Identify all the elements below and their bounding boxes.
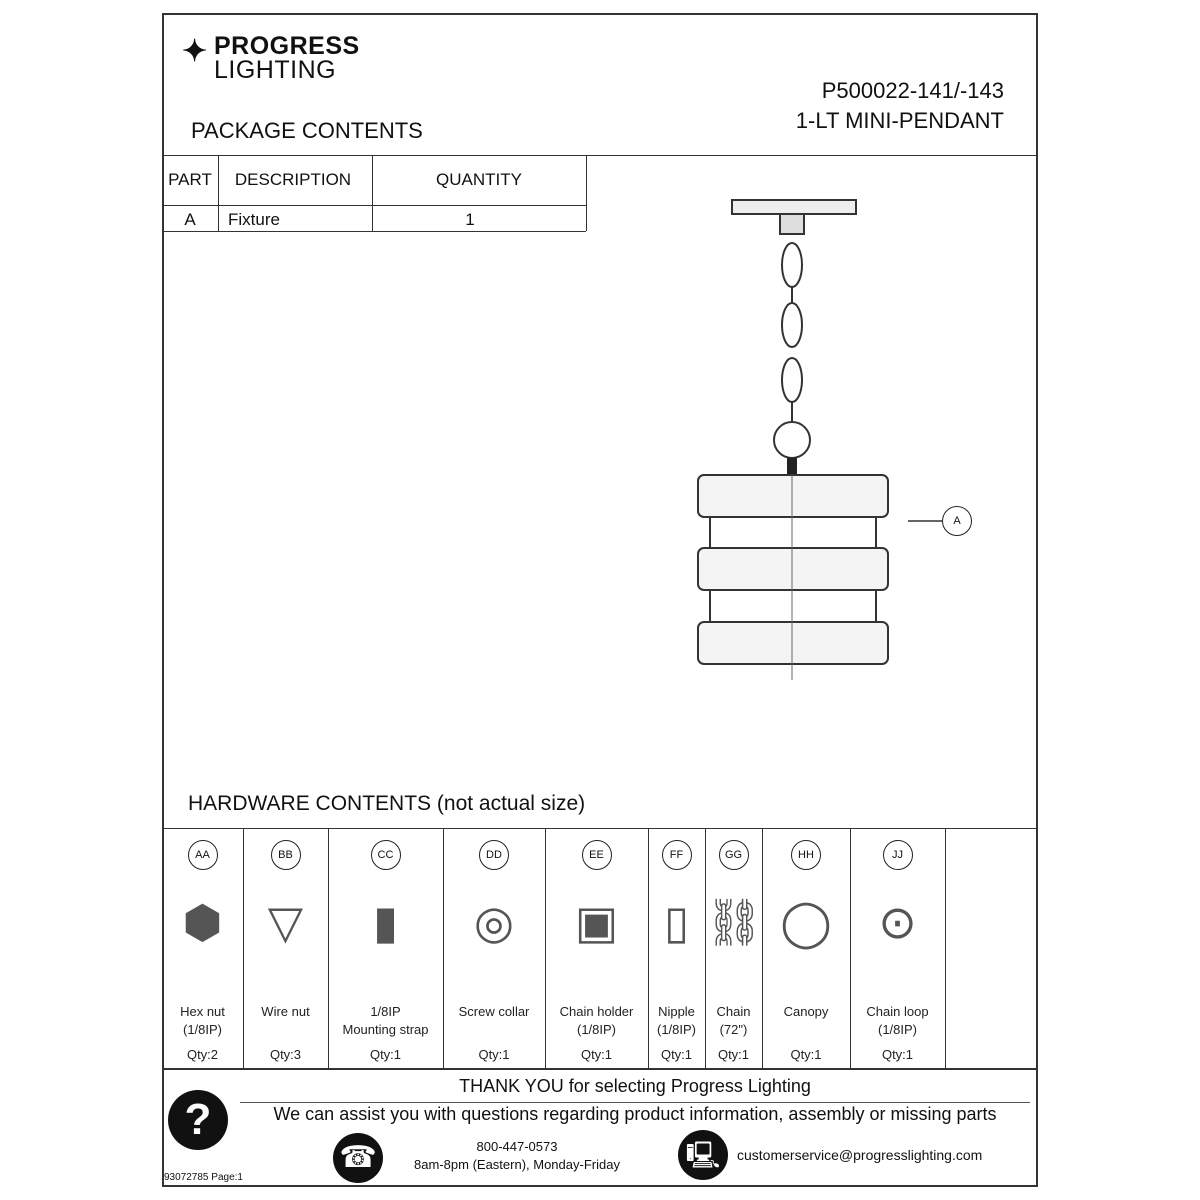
item-spec: (1/8IP) bbox=[182, 1022, 222, 1037]
assist-text: We can assist you with questions regarding product information, assembly or missing parts bbox=[273, 1104, 997, 1124]
divider bbox=[945, 828, 946, 1068]
thanks-text: THANK YOU for selecting Progress Lighting bbox=[459, 1076, 811, 1096]
shade bbox=[698, 475, 888, 680]
hardware-item-icon: ◯ bbox=[780, 896, 832, 948]
item-spec: Mounting strap bbox=[342, 1022, 429, 1037]
divider bbox=[240, 1102, 1030, 1103]
divider bbox=[162, 205, 586, 206]
item-qty: Qty:1 bbox=[369, 1047, 402, 1062]
hardware-item-icon: ⊙ bbox=[878, 896, 917, 948]
item-name: Chain holder bbox=[559, 1004, 634, 1019]
brand-logo bbox=[182, 32, 360, 84]
item-spec: (1/8IP) bbox=[656, 1022, 696, 1037]
part-number: P500022-141/-143 bbox=[821, 78, 1004, 103]
item-name: Wire nut bbox=[261, 1004, 310, 1019]
item-qty: Qty:1 bbox=[717, 1047, 750, 1062]
hardware-item-icon: ⛓ bbox=[705, 896, 764, 948]
item-code: GG bbox=[719, 840, 749, 870]
hardware-item-icon: ⬢ bbox=[182, 896, 223, 948]
item-name: Hex nut bbox=[180, 1004, 225, 1019]
document-id: 93072785 Page:1 bbox=[164, 1172, 243, 1183]
phone-number[interactable]: 800-447-0573 bbox=[476, 1139, 558, 1154]
item-name: Canopy bbox=[783, 1004, 829, 1019]
hardware-item-icon: ▣ bbox=[574, 896, 619, 948]
col-description: DESCRIPTION bbox=[234, 170, 352, 189]
hardware-title: HARDWARE CONTENTS (not actual size) bbox=[188, 792, 586, 815]
divider bbox=[162, 155, 1038, 156]
divider bbox=[162, 828, 1038, 829]
divider bbox=[586, 155, 587, 231]
star-icon: ✦ bbox=[182, 35, 208, 68]
email-link[interactable]: customerservice@progresslighting.com bbox=[737, 1147, 983, 1163]
chain-holder bbox=[780, 214, 804, 234]
item-code: JJ bbox=[883, 840, 913, 870]
logo-line2: LIGHTING bbox=[214, 56, 337, 84]
divider bbox=[162, 231, 586, 232]
phone-info bbox=[392, 1138, 642, 1174]
col-quantity: QUANTITY bbox=[436, 170, 522, 189]
hardware-item-icon: ◎ bbox=[473, 896, 515, 948]
item-spec: (72") bbox=[719, 1022, 748, 1037]
chain bbox=[774, 243, 810, 458]
chain-loop bbox=[774, 422, 810, 458]
fixture-diagram bbox=[680, 190, 1000, 690]
section-title: PACKAGE CONTENTS bbox=[191, 118, 423, 143]
item-qty: Qty:1 bbox=[660, 1047, 693, 1062]
canopy bbox=[732, 200, 856, 214]
item-spec: (1/8IP) bbox=[576, 1022, 616, 1037]
item-code: HH bbox=[791, 840, 821, 870]
hardware-item-icon: ▽ bbox=[267, 896, 304, 948]
product-id bbox=[796, 76, 1004, 136]
item-name: Chain loop bbox=[866, 1004, 929, 1019]
item-qty: Qty:1 bbox=[790, 1047, 822, 1062]
help-icon: ? bbox=[168, 1090, 228, 1150]
item-name: 1/8IP bbox=[370, 1004, 401, 1019]
item-qty: Qty:2 bbox=[186, 1047, 219, 1062]
item-qty: Qty:1 bbox=[881, 1047, 914, 1062]
row-part: A bbox=[184, 210, 196, 229]
logo-line1: PROGRESS bbox=[214, 32, 360, 60]
item-code: AA bbox=[188, 840, 218, 870]
hours: 8am-8pm (Eastern), Monday-Friday bbox=[414, 1157, 620, 1172]
item-qty: Qty:1 bbox=[580, 1047, 613, 1062]
item-name: Chain bbox=[716, 1004, 751, 1019]
computer-icon: 🖳 bbox=[678, 1130, 728, 1180]
nipple bbox=[787, 458, 797, 474]
product-name: 1-LT MINI-PENDANT bbox=[795, 108, 1004, 133]
item-name: Screw collar bbox=[458, 1004, 530, 1019]
phone-icon: ☎ bbox=[333, 1133, 383, 1183]
item-spec: (1/8IP) bbox=[877, 1022, 917, 1037]
callout-a: A bbox=[942, 506, 972, 536]
row-description: Fixture bbox=[228, 210, 280, 229]
divider bbox=[162, 1068, 1038, 1070]
item-code: BB bbox=[271, 840, 301, 870]
divider bbox=[218, 155, 219, 231]
item-code: FF bbox=[662, 840, 692, 870]
item-code: EE bbox=[582, 840, 612, 870]
item-qty: Qty:1 bbox=[478, 1047, 510, 1062]
item-name: Nipple bbox=[658, 1004, 695, 1019]
item-qty: Qty:3 bbox=[269, 1047, 302, 1062]
item-code: DD bbox=[479, 840, 509, 870]
item-code: CC bbox=[371, 840, 401, 870]
hardware-item-icon: ▯ bbox=[663, 896, 690, 948]
col-part: PART bbox=[168, 170, 212, 189]
hardware-item-icon: ▮ bbox=[372, 896, 399, 948]
row-quantity: 1 bbox=[465, 210, 475, 229]
